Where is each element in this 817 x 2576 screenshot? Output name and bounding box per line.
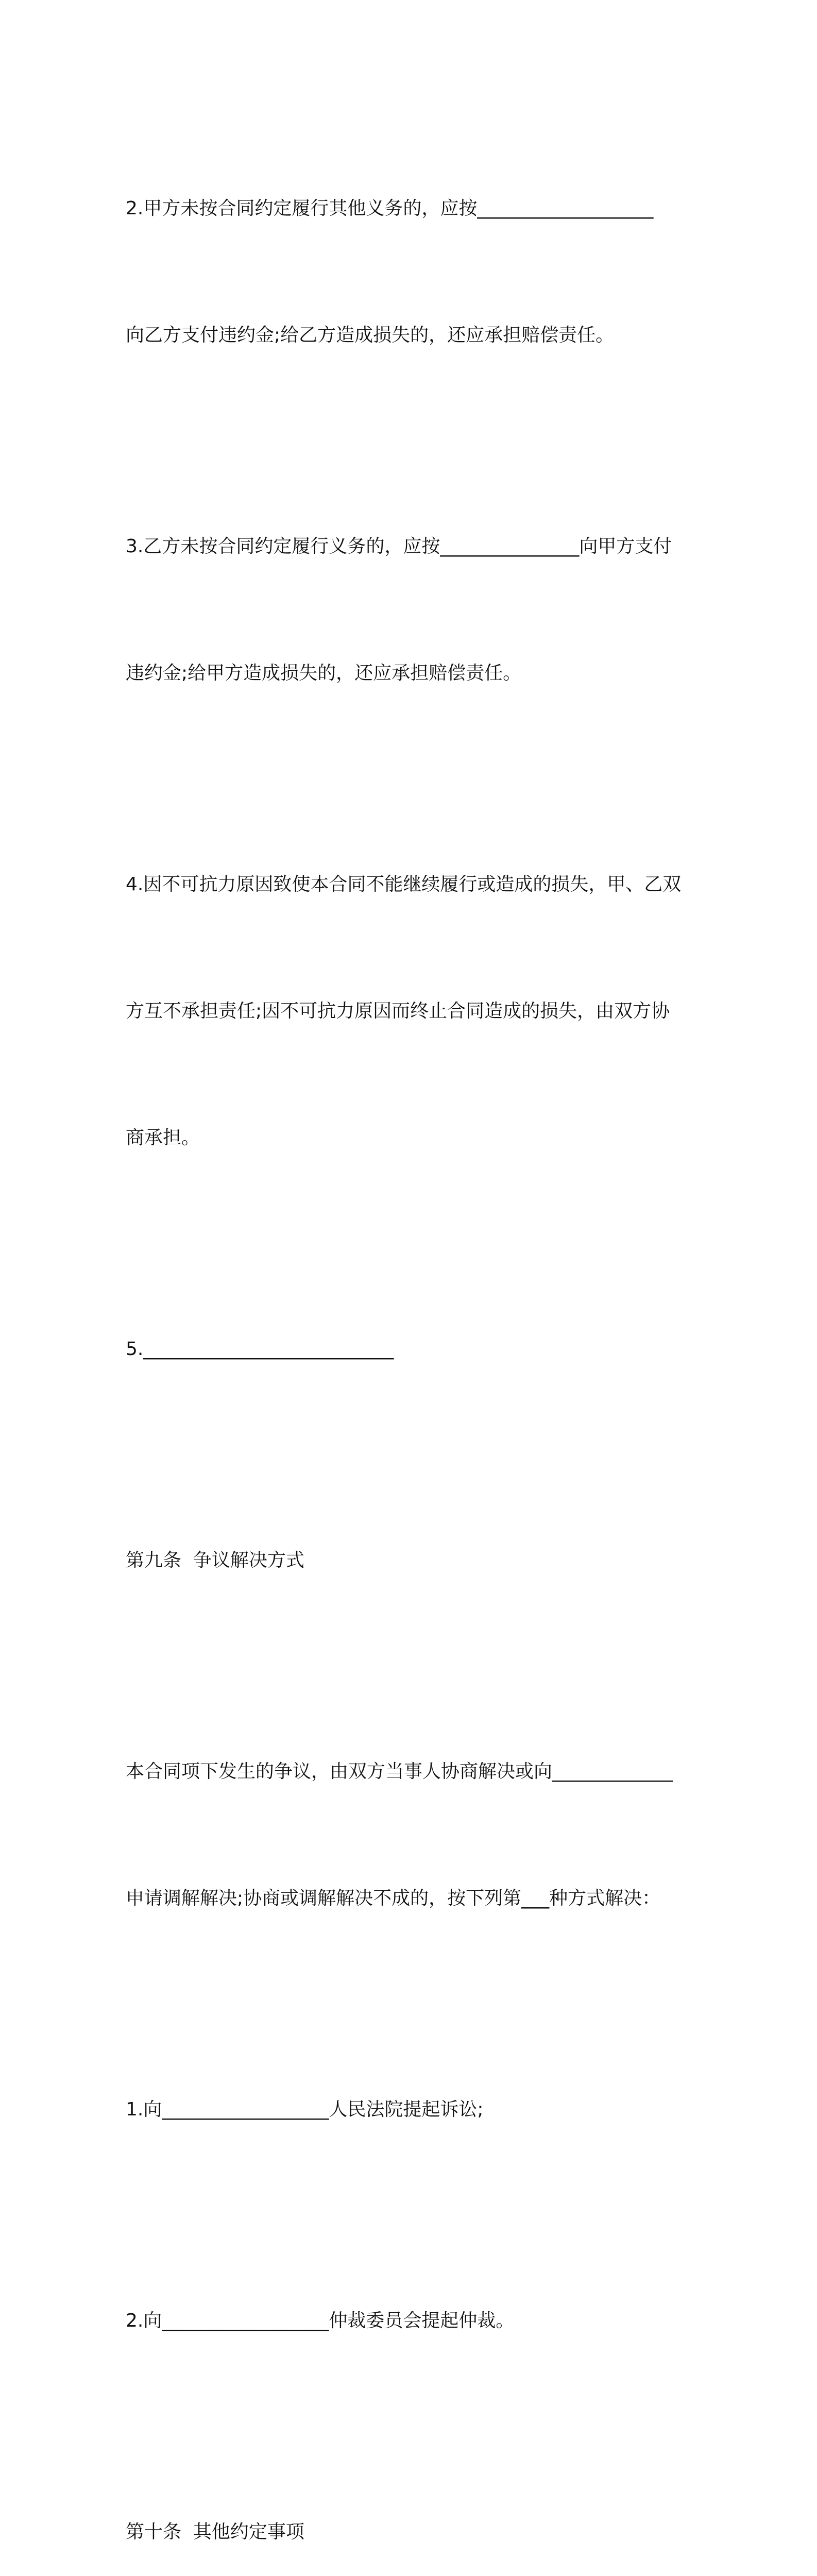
clause-8-item-4	[126, 779, 703, 1244]
clause-8-item-5	[126, 1244, 703, 1455]
text-line: 本合同项下发生的争议，由双方当事人协商解决或向_____________	[126, 1761, 673, 1782]
clause-9-option-1	[126, 2004, 703, 2215]
text-line: 商承担。	[126, 1127, 200, 1148]
clause-8-item-3	[126, 441, 703, 779]
clause-9-body	[126, 1666, 703, 2004]
text-line: 3.乙方未按合同约定履行义务的，应按_______________向甲方支付	[126, 536, 672, 557]
text-line: 1.向__________________人民法院提起诉讼;	[126, 2099, 484, 2120]
text-line: 向乙方支付违约金;给乙方造成损失的，还应承担赔偿责任。	[126, 325, 615, 346]
text-line: 4.因不可抗力原因致使本合同不能继续履行或造成的损失，甲、乙双	[126, 874, 682, 895]
clause-9-option-2	[126, 2215, 703, 2427]
clause-9-heading	[126, 1455, 703, 1666]
text-line: 第九条 争议解决方式	[126, 1550, 304, 1571]
text-line: 方互不承担责任;因不可抗力原因而终止合同造成的损失，由双方协	[126, 1001, 670, 1022]
text-line: 5.___________________________	[126, 1338, 394, 1360]
text-line: 2.甲方未按合同约定履行其他义务的，应按___________________	[126, 198, 654, 219]
text-line: 违约金;给甲方造成损失的，还应承担赔偿责任。	[126, 663, 522, 684]
text-line: 2.向__________________仲裁委员会提起仲裁。	[126, 2310, 515, 2331]
clause-8-item-2	[126, 103, 703, 441]
clause-10-heading	[126, 2427, 703, 2576]
text-line: 申请调解解决;协商或调解解决不成的，按下列第___种方式解决：	[126, 1888, 661, 1909]
document-body	[126, 103, 703, 2576]
text-line: 第十条 其他约定事项	[126, 2521, 304, 2543]
